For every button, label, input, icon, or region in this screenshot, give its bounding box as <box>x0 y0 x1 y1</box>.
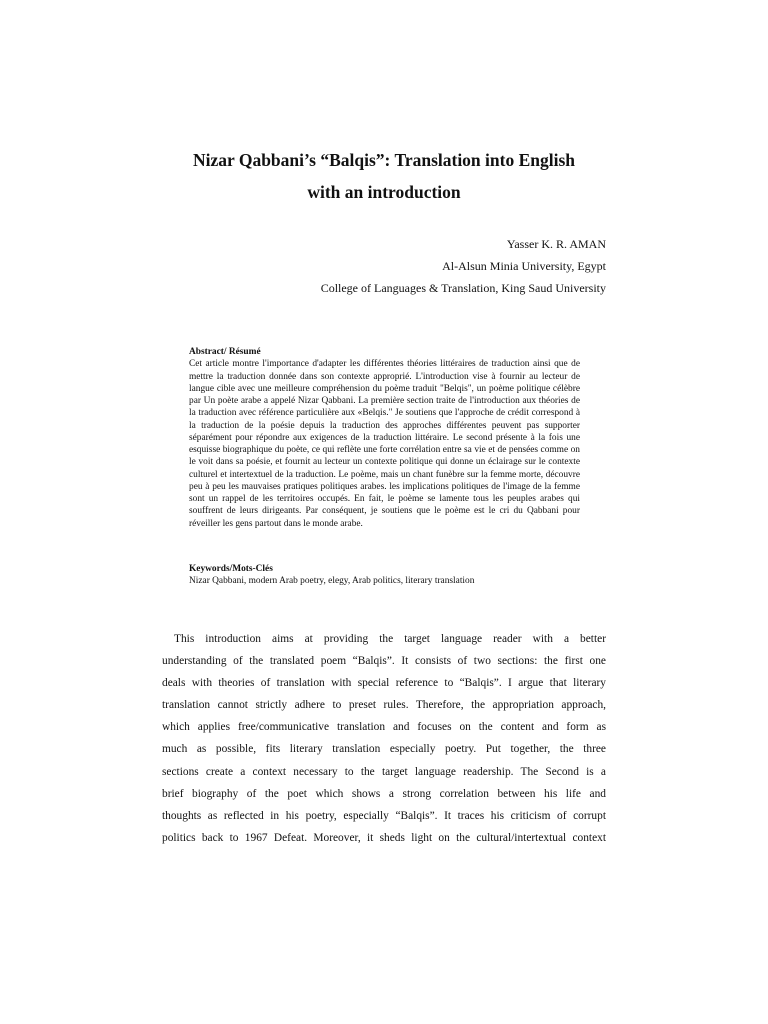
intro-line: much as possible, fits literary translation especially poetry. Put together, the three <box>162 743 606 756</box>
intro-line: sections create a context necessary to the target language readership. The Second is a <box>162 765 606 778</box>
author-affiliation-1: Al-Alsun Minia University, Egypt <box>442 259 606 273</box>
abstract-body: Cet article montre l'importance d'adapter les différentes théories littéraires de traduction ainsi que de mettre la traduction donnée dans son contexte approprié. L'introduction vise à fournir au lecteur de langue cible avec une meilleure compréhension du poème traduit "Belqis", un poème politique célèbre par Un poète arabe a appelé Nizar Qabbani. La première section traite de l'introduction aux théories de la traduction avec référence particulière aux «Belqis." Je soutiens que l'approche de crédit correspond à la traduction de la poésie depuis la traduction des approches différentes peuvent pas supporter séparément pour répondre aux exigences de la traduction littéraire. Le second présente à la fois une esquisse biographique du poète, ce qui reflète une forte corrélation entre sa vie et de pensées comme on le voit dans sa poésie, et fournit au lecteur un contexte politique qui donne un éclairage sur le contexte culturel et intertextuel de la traduction. Le poème, mais un chant funèbre sur la femme morte, découvre peu à peu les mauvaises pratiques politiques arabes. les implications politiques de l'image de la femme sont un rappel de les territoires occupés. En fait, le poème se lamente tous les peuples arabes qui souffrent de leurs dirigeants. Par conséquent, je soutiens que le poème est le cri du Qabbani pour réveiller les gens partout dans le monde arabe. <box>189 359 580 529</box>
author-affiliation-2: College of Languages & Translation, King Saud University <box>320 281 606 295</box>
keywords-section <box>189 563 580 587</box>
intro-line: deals with theories of translation with special reference to “Balqis”. I argue that literary <box>162 677 606 690</box>
keywords-heading: Keywords/Mots-Clés <box>189 564 273 574</box>
paper-title-line-2: with an introduction <box>307 182 461 202</box>
intro-line: translation cannot strictly adhere to preset rules. Therefore, the appropriation approach, <box>162 699 606 712</box>
introduction-paragraph <box>162 628 606 849</box>
abstract-heading: Abstract/ Résumé <box>189 347 261 357</box>
intro-line: politics back to 1967 Defeat. Moreover, it sheds light on the cultural/intertextual context <box>162 831 606 844</box>
keywords-text: Nizar Qabbani, modern Arab poetry, elegy, Arab politics, literary translation <box>189 576 475 586</box>
author-name: Yasser K. R. AMAN <box>506 237 606 251</box>
abstract-section <box>189 346 580 530</box>
intro-line: This introduction aims at providing the target language reader with a better <box>174 633 606 645</box>
paper-title-line-1: Nizar Qabbani’s “Balqis”: Translation into English <box>192 150 576 170</box>
intro-line: brief biography of the poet which shows a strong correlation between his life and <box>162 787 606 800</box>
intro-line: understanding of the translated poem “Balqis”. It consists of two sections: the first one <box>162 655 606 668</box>
intro-line: thoughts as reflected in his poetry, especially “Balqis”. It traces his criticism of corrupt <box>162 809 606 822</box>
intro-line: which applies free/communicative translation and focuses on the content and form as <box>162 721 606 734</box>
